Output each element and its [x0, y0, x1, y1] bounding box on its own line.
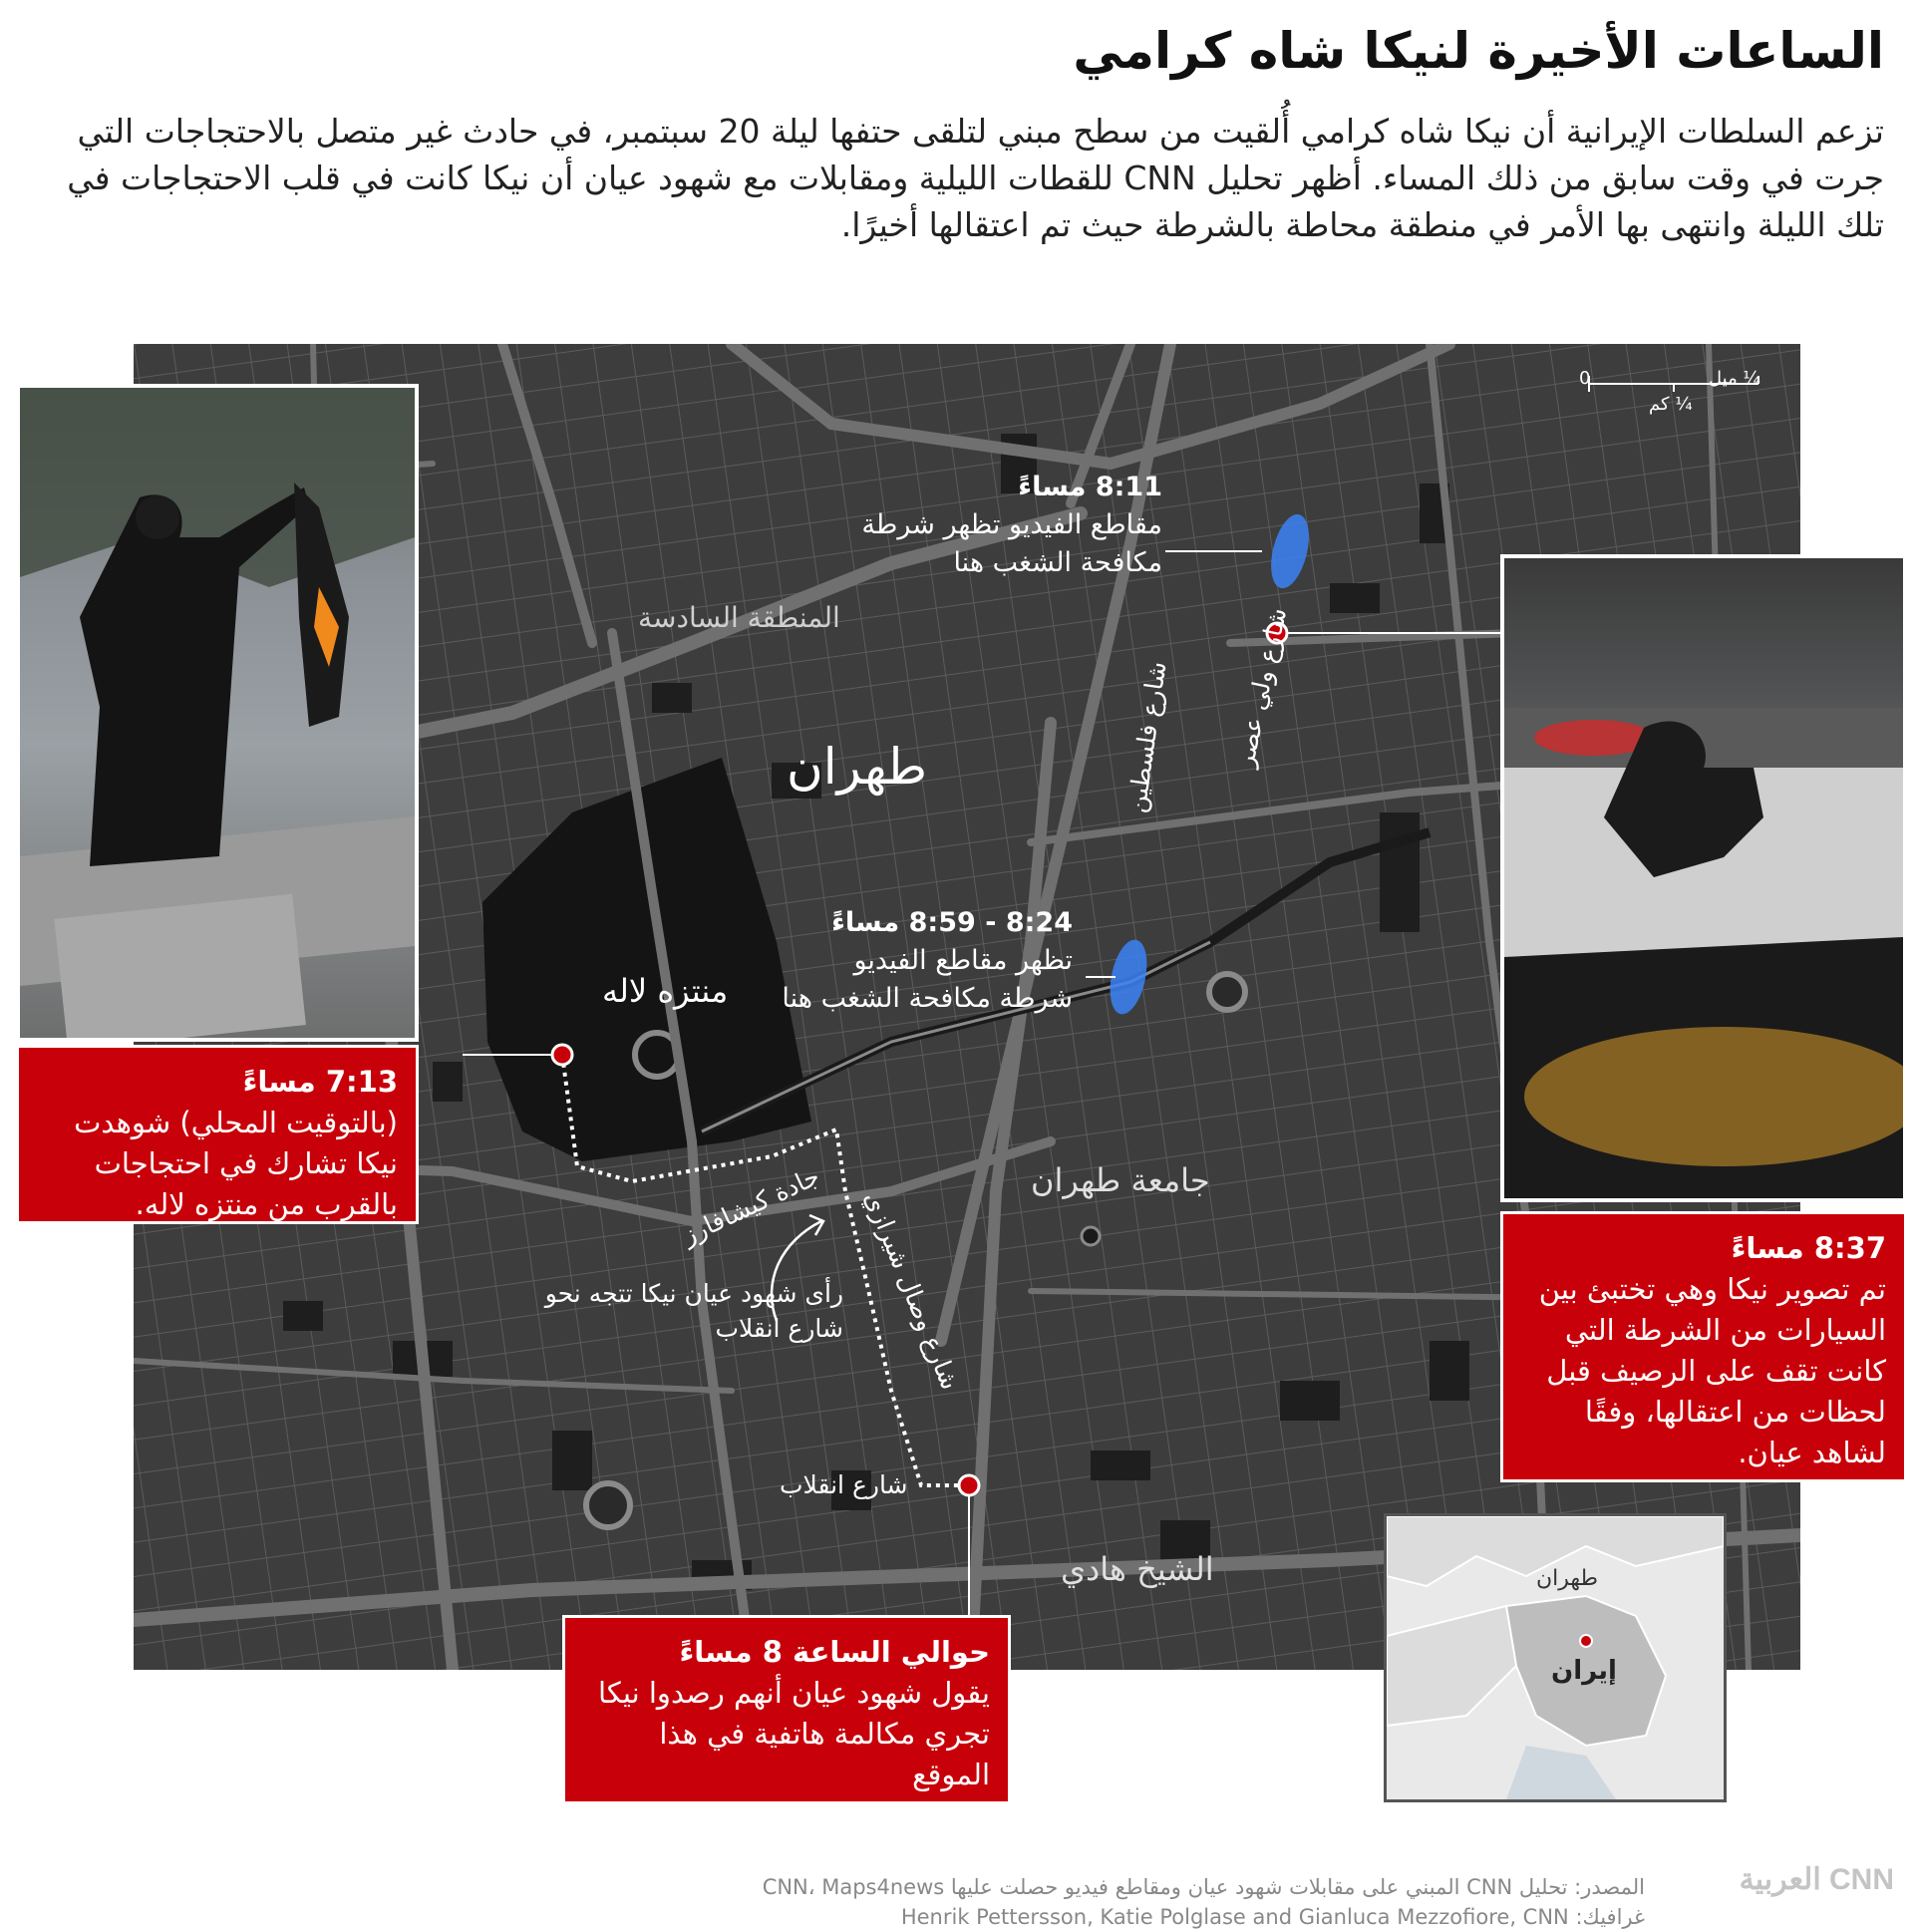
annotation-811-text: مقاطع الفيديو تظهر شرطة مكافحة الشغب هنا [861, 509, 1162, 578]
annotation-824-text: تظهر مقاطع الفيديو شرطة مكافحة الشغب هنا [782, 945, 1073, 1014]
shirazi-street-label: شارع وصال شيرازي [858, 1187, 965, 1394]
annotation-824 [774, 904, 1073, 1018]
callout-837-text: تم تصوير نيكا وهي تختبئ بين السيارات من الشرطة التي كانت تقف على الرصيف قبل لحظات من اعتقالها، وفقًا لشاهد عيان. [1538, 1272, 1886, 1469]
enghelab-roundabout [586, 1483, 630, 1527]
callout-713 [16, 1045, 419, 1224]
inset-country-label: إيران [1551, 1656, 1617, 1686]
vali-asr-street-label: شارع ولي عصر [1230, 605, 1293, 770]
keshavarz-street-label: جادة كيشافارز [677, 1161, 824, 1250]
callout-800-text: يقول شهود عيان أنهم رصدوا نيكا تجري مكالمة هاتفية في هذا الموقع [597, 1676, 990, 1791]
enghelab-street-label: شارع انقلاب [780, 1470, 908, 1499]
intro-paragraph: تزعم السلطات الإيرانية أن نيكا شاه كرامي أُلقيت من سطح مبني لتلقى حتفها ليلة 20 سبتمبر، في حادث غير متصل بالاحتجاجات التي جرت في وقت سابق من ذلك المساء. أظهر تحليل CNN للقطات الليلية ومقابلات مع شهود عيان أن نيكا كانت في قلب الاحتجاجات في تلك الليلة وانتهى بها الأمر في منطقة محاطة بالشرطة حيث تم اعتقالها أخيرًا. [67, 112, 1884, 244]
inset-city-label: طهران [1536, 1566, 1599, 1591]
logo-text: CNN العربية [1739, 1863, 1894, 1896]
iran-locator-map [1384, 1513, 1727, 1802]
university-label: جامعة طهران [1031, 1161, 1210, 1199]
scale-zero: 0 [1579, 368, 1591, 389]
callout-800-time: حوالي الساعة 8 مساءً [679, 1635, 990, 1669]
annotation-824-time: 8:24 - 8:59 مساءً [831, 907, 1073, 938]
page-title: الساعات الأخيرة لنيكا شاه كرامي [1073, 22, 1884, 80]
location-dot-800 [959, 1475, 979, 1495]
park-label: منتزه لاله [602, 972, 729, 1010]
location-dot-713 [552, 1045, 572, 1065]
annotation-811 [784, 469, 1162, 582]
protest-photo-713 [16, 384, 419, 1042]
graphics-line: غرافيك: Henrik Pettersson, Katie Polglase and Gianluca Mezzofiore, CNN [900, 1905, 1645, 1929]
vali-asr-roundabout [1209, 974, 1245, 1010]
hiding-photo-art [1504, 558, 1903, 1198]
city-label: طهران [787, 738, 928, 796]
hiding-photo-837 [1500, 554, 1907, 1202]
scale-mile: ¼ ميل [1709, 368, 1760, 389]
callout-800 [562, 1615, 1011, 1804]
cnn-arabic-logo [1735, 1862, 1894, 1912]
sheikh-hadi-label: الشيخ هادي [1061, 1550, 1214, 1588]
felestin-street-label: شارع فلسطين [1121, 659, 1172, 815]
scale-km: ¼ كم [1649, 394, 1693, 415]
annotation-811-time: 8:11 مساءً [1018, 472, 1162, 502]
callout-713-text: (بالتوقيت المحلي) شوهدت نيكا تشارك في احتجاجات بالقرب من منتزه لاله. [74, 1106, 398, 1221]
district-6-label: المنطقة السادسة [638, 601, 840, 634]
source-credit [249, 1872, 1645, 1932]
witness-annotation: رأى شهود عيان نيكا تتجه نحو شارع انقلاب [544, 1279, 843, 1343]
callout-837 [1500, 1211, 1907, 1482]
callout-713-time: 7:13 مساءً [242, 1065, 398, 1099]
source-line: المصدر: تحليل CNN المبني على مقابلات شهود عيان ومقاطع فيديو حصلت عليها CNN، Maps4news [762, 1875, 1645, 1899]
callout-837-time: 8:37 مساءً [1731, 1231, 1886, 1265]
protest-photo-art [20, 388, 415, 1038]
university-junction [1082, 1227, 1100, 1245]
